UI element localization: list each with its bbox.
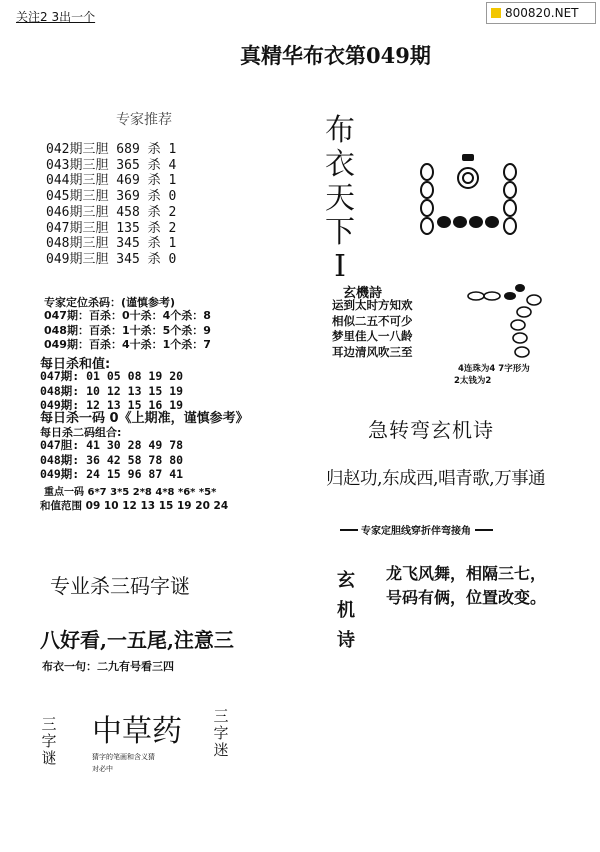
return-line: 归赵功,东成西,唱青歌,万事通 bbox=[326, 469, 546, 489]
riddle-title: 专业杀三码字谜 bbox=[50, 574, 190, 598]
urgent-title: 急转弯玄机诗 bbox=[368, 418, 494, 442]
focus-line: 重点一码 6*7 3*5 2*8 4*8 *6* *5* bbox=[44, 487, 217, 498]
position-list bbox=[44, 309, 211, 353]
position-title: 专家定位杀码：(谨慎参考) bbox=[44, 296, 176, 309]
two-code-list bbox=[40, 438, 183, 482]
dragon-lines bbox=[386, 562, 546, 610]
list-item: 047期三胆 135 杀 2 bbox=[46, 220, 177, 236]
site-badge bbox=[486, 2, 596, 24]
xuanjishi: 玄机诗 bbox=[337, 570, 355, 651]
dragon-line2: 号码有俩，位置改变。 bbox=[386, 588, 547, 607]
list-item: 047胆: 41 30 28 49 78 bbox=[40, 438, 184, 452]
list-item: 047期: 01 05 08 19 20 bbox=[40, 369, 184, 383]
buyi-line: 布衣一句：二九有号看三四 bbox=[42, 660, 174, 673]
daily-kill-two-title: 每日杀二码组合: bbox=[40, 426, 122, 439]
dash-divider bbox=[340, 529, 358, 531]
list-item: 048期: 36 42 58 78 80 bbox=[40, 452, 184, 467]
list-item: 049期三胆 345 杀 0 bbox=[46, 251, 177, 267]
expert-line-row bbox=[340, 522, 493, 537]
list-item: 梦里佳人一八龄 bbox=[332, 329, 413, 343]
list-item: 相似二五不可少 bbox=[332, 313, 413, 328]
three-riddle-left: 三字谜 bbox=[41, 715, 57, 767]
vertical-title: 布衣天下I bbox=[325, 113, 355, 284]
list-item: 042期三胆 689 杀 1 bbox=[46, 142, 177, 157]
hint-line2: 对必中 bbox=[92, 765, 113, 773]
list-item: 045期三胆 369 杀 0 bbox=[46, 189, 177, 205]
list-item: 耳边清风吹三至 bbox=[332, 344, 413, 359]
list-item: 048期：百杀：1十杀：5个杀：9 bbox=[44, 323, 211, 337]
beads-note1: 4连珠为4 7字形为 bbox=[458, 364, 530, 374]
zhongcaoyao: 中草药 bbox=[92, 714, 182, 749]
hint-line1: 猜字的笔画和含义猜 bbox=[92, 753, 155, 761]
list-item: 047期：百杀：0十杀：4个杀：8 bbox=[44, 309, 211, 322]
beads-note2: 2太钱为2 bbox=[454, 376, 492, 386]
list-item: 043期三胆 365 杀 4 bbox=[46, 157, 177, 173]
three-riddle-right: 三字迷 bbox=[213, 707, 229, 759]
list-item: 046期三胆 458 杀 2 bbox=[46, 204, 177, 220]
sum-range-line: 和值范围 09 10 12 13 15 19 20 24 bbox=[40, 500, 229, 512]
coins-graphic bbox=[462, 280, 548, 360]
badge-text: 800820.NET bbox=[505, 6, 579, 20]
badge-square-icon bbox=[491, 8, 501, 18]
poem-lines bbox=[332, 298, 413, 360]
dash-divider bbox=[475, 529, 493, 531]
sum-title: 每日杀和值: bbox=[40, 357, 111, 372]
riddle-text: 八好看,一五尾,注意三 bbox=[40, 628, 234, 652]
list-item: 048期三胆 345 杀 1 bbox=[46, 236, 177, 252]
expert-line: 专家定胆线穿折伴弯接角 bbox=[361, 526, 471, 537]
three-gall-list bbox=[46, 142, 176, 268]
daily-kill-one: 每日杀一码 0《上期准，谨慎参考》 bbox=[40, 411, 249, 426]
list-item: 运到太时方知欢 bbox=[332, 298, 413, 312]
beads-graphic bbox=[412, 148, 532, 244]
poem-title: 玄機詩 bbox=[343, 286, 383, 301]
cut-heading: 专家推荐 bbox=[116, 112, 172, 128]
list-item: 049期：百杀：4十杀：1个杀：7 bbox=[44, 338, 211, 352]
list-item: 049期: 12 13 15 16 19 bbox=[40, 398, 184, 413]
list-item: 048期: 10 12 13 15 19 bbox=[40, 383, 184, 398]
list-item: 049期: 24 15 96 87 41 bbox=[40, 467, 184, 482]
top-note: 关注2 3出一个 bbox=[16, 10, 96, 24]
page-title: 真精华布衣第049期 bbox=[240, 43, 431, 68]
dragon-line1: 龙飞风舞，相隔三七， bbox=[386, 564, 547, 583]
list-item: 044期三胆 469 杀 1 bbox=[46, 173, 177, 189]
